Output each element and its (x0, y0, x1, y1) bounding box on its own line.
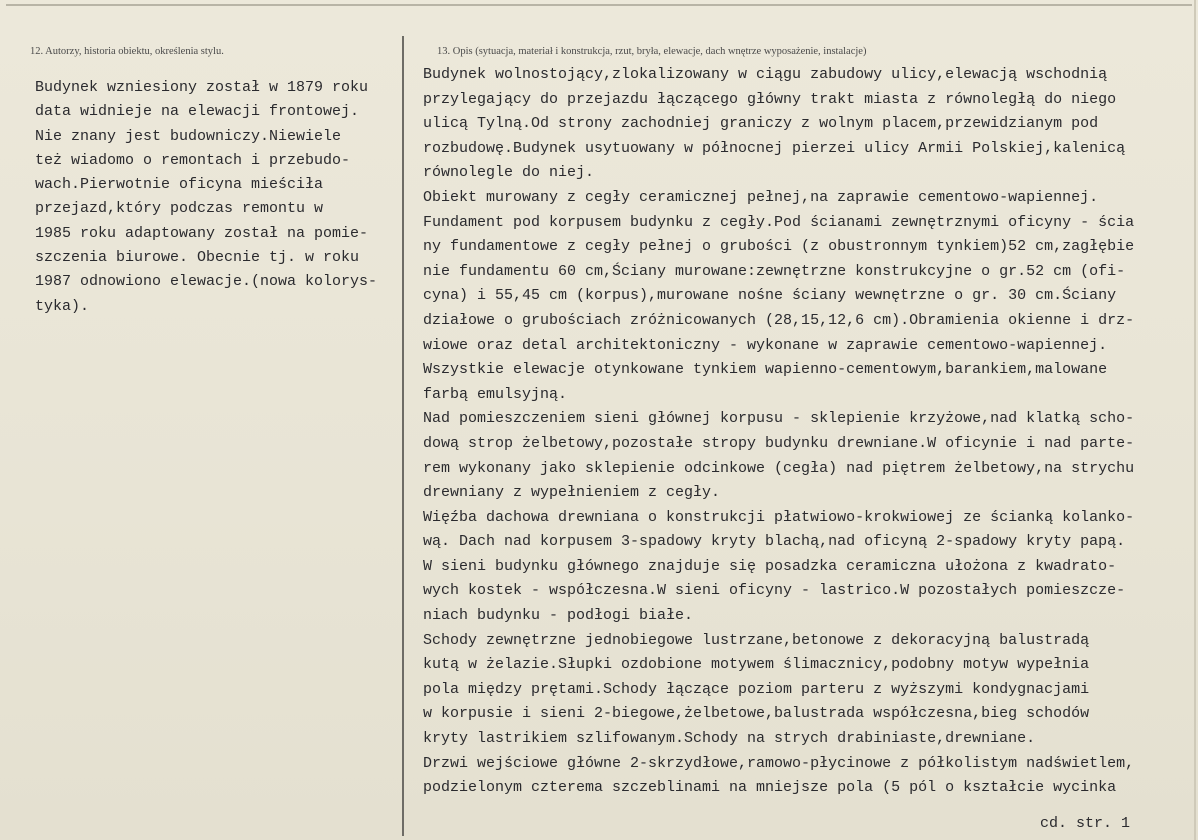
text-line: wą. Dach nad korpusem 3-spadowy kryty blachą,nad oficyną 2-spadowy kryty papą. (423, 533, 1126, 551)
text-line: kryty lastrikiem szlifowanym.Schody na strych drabiniaste,drewniane. (423, 730, 1036, 748)
text-line: 1987 odnowiono elewacje.(nowa kolorys- (35, 273, 378, 291)
section-12-header: 12. Autorzy, historia obiektu, określenia stylu. (30, 46, 224, 57)
text-line: W sieni budynku głównego znajduje się posadzka ceramiczna ułożona z kwadrato- (423, 557, 1117, 575)
column-divider (402, 36, 404, 836)
text-line: kutą w żelazie.Słupki ozdobione motywem ślimacznicy,podobny motyw wypełnia (423, 656, 1090, 674)
text-line: rozbudowę.Budynek usytuowany w północnej pierzei ulicy Armii Polskiej,kalenicą (423, 139, 1126, 157)
text-line: szczenia biurowe. Obecnie tj. w roku (35, 249, 360, 267)
text-line: rem wykonany jako sklepienie odcinkowe (cegła) nad piętrem żelbetowy,na strychu (423, 459, 1135, 477)
top-border-line (6, 4, 1192, 6)
text-line: działowe o grubościach zróżnicowanych (28,15,12,6 cm).Obramienia okienne i drz- (423, 311, 1135, 329)
section-13-header: 13. Opis (sytuacja, materiał i konstrukcja, rzut, bryła, elewacje, dach wnętrze wyposażenie, instalacje) (437, 46, 867, 57)
continuation-note: cd. str. 1 (1040, 815, 1131, 832)
text-line: Budynek wolnostojący,zlokalizowany w ciągu zabudowy ulicy,elewacją wschodnią (423, 66, 1108, 83)
text-line: 1985 roku adaptowany został na pomie- (35, 224, 369, 242)
text-line: też wiadomo o remontach i przebudo- (35, 151, 351, 169)
text-line: Nad pomieszczeniem sieni głównej korpusu - sklepienie krzyżowe,nad klatką scho- (423, 410, 1135, 428)
text-line: przejazd,który podczas remontu w (35, 200, 324, 218)
text-line: przylegający do przejazdu łączącego główny trakt miasta z równoległą do niego (423, 90, 1117, 108)
text-line: Obiekt murowany z cegły ceramicznej pełnej,na zaprawie cementowo-wapiennej. (423, 188, 1099, 206)
text-line: Nie znany jest budowniczy.Niewiele (35, 127, 342, 145)
text-line: ulicą Tylną.Od strony zachodniej graniczy z wolnym placem,przewidzianym pod (423, 115, 1099, 133)
text-line: wiowe oraz detal architektoniczny - wykonane w zaprawie cementowo-wapiennej. (423, 336, 1108, 354)
text-line: drewniany z wypełnieniem z cegły. (423, 484, 721, 502)
text-line: Drzwi wejściowe główne 2-skrzydłowe,ramowo-płycinowe z półkolistym nadświetlem, (423, 754, 1135, 772)
description-text-column (423, 63, 1193, 801)
text-line: tyka). (35, 297, 90, 315)
text-line: dową strop żelbetowy,pozostałe stropy budynku drewniane.W oficynie i nad parte- (423, 434, 1135, 452)
text-line: równolegle do niej. (423, 164, 595, 182)
text-line: nie fundamentu 60 cm,Ściany murowane:zewnętrzne konstrukcyjne o gr.52 cm (ofi- (423, 262, 1126, 280)
text-line: ny fundamentowe z cegły pełnej o grubości (z obustronnym tynkiem)52 cm,zagłębie (423, 238, 1135, 256)
text-line: farbą emulsyjną. (423, 385, 568, 403)
text-line: niach budynku - podłogi białe. (423, 607, 694, 625)
text-line: Budynek wzniesiony został w 1879 roku (35, 79, 369, 96)
history-text-column (35, 76, 397, 319)
text-line: Więźba dachowa drewniana o konstrukcji płatwiowo-krokwiowej ze ścianką kolanko- (423, 508, 1135, 526)
text-line: Wszystkie elewacje otynkowane tynkiem wapienno-cementowym,barankiem,malowane (423, 361, 1108, 379)
text-line: Fundament pod korpusem budynku z cegły.Pod ścianami zewnętrznymi oficyny - ścia (423, 213, 1135, 231)
text-line: podzielonym czterema szczeblinami na mniejsze pola (5 pól o kształcie wycinka (423, 779, 1117, 797)
text-line: data widnieje na elewacji frontowej. (35, 103, 360, 121)
sheet-edge (1194, 0, 1196, 840)
text-line: wach.Pierwotnie oficyna mieściła (35, 176, 324, 194)
text-line: Schody zewnętrzne jednobiegowe lustrzane,betonowe z dekoracyjną balustradą (423, 631, 1090, 649)
text-line: cyna) i 55,45 cm (korpus),murowane nośne ściany wewnętrzne o gr. 30 cm.Ściany (423, 287, 1117, 305)
text-line: w korpusie i sieni 2-biegowe,żelbetowe,balustrada współczesna,bieg schodów (423, 705, 1090, 723)
text-line: pola między prętami.Schody łączące poziom parteru z wyższymi kondygnacjami (423, 680, 1090, 698)
text-line: wych kostek - współczesna.W sieni oficyny - lastrico.W pozostałych pomieszcze- (423, 582, 1126, 600)
